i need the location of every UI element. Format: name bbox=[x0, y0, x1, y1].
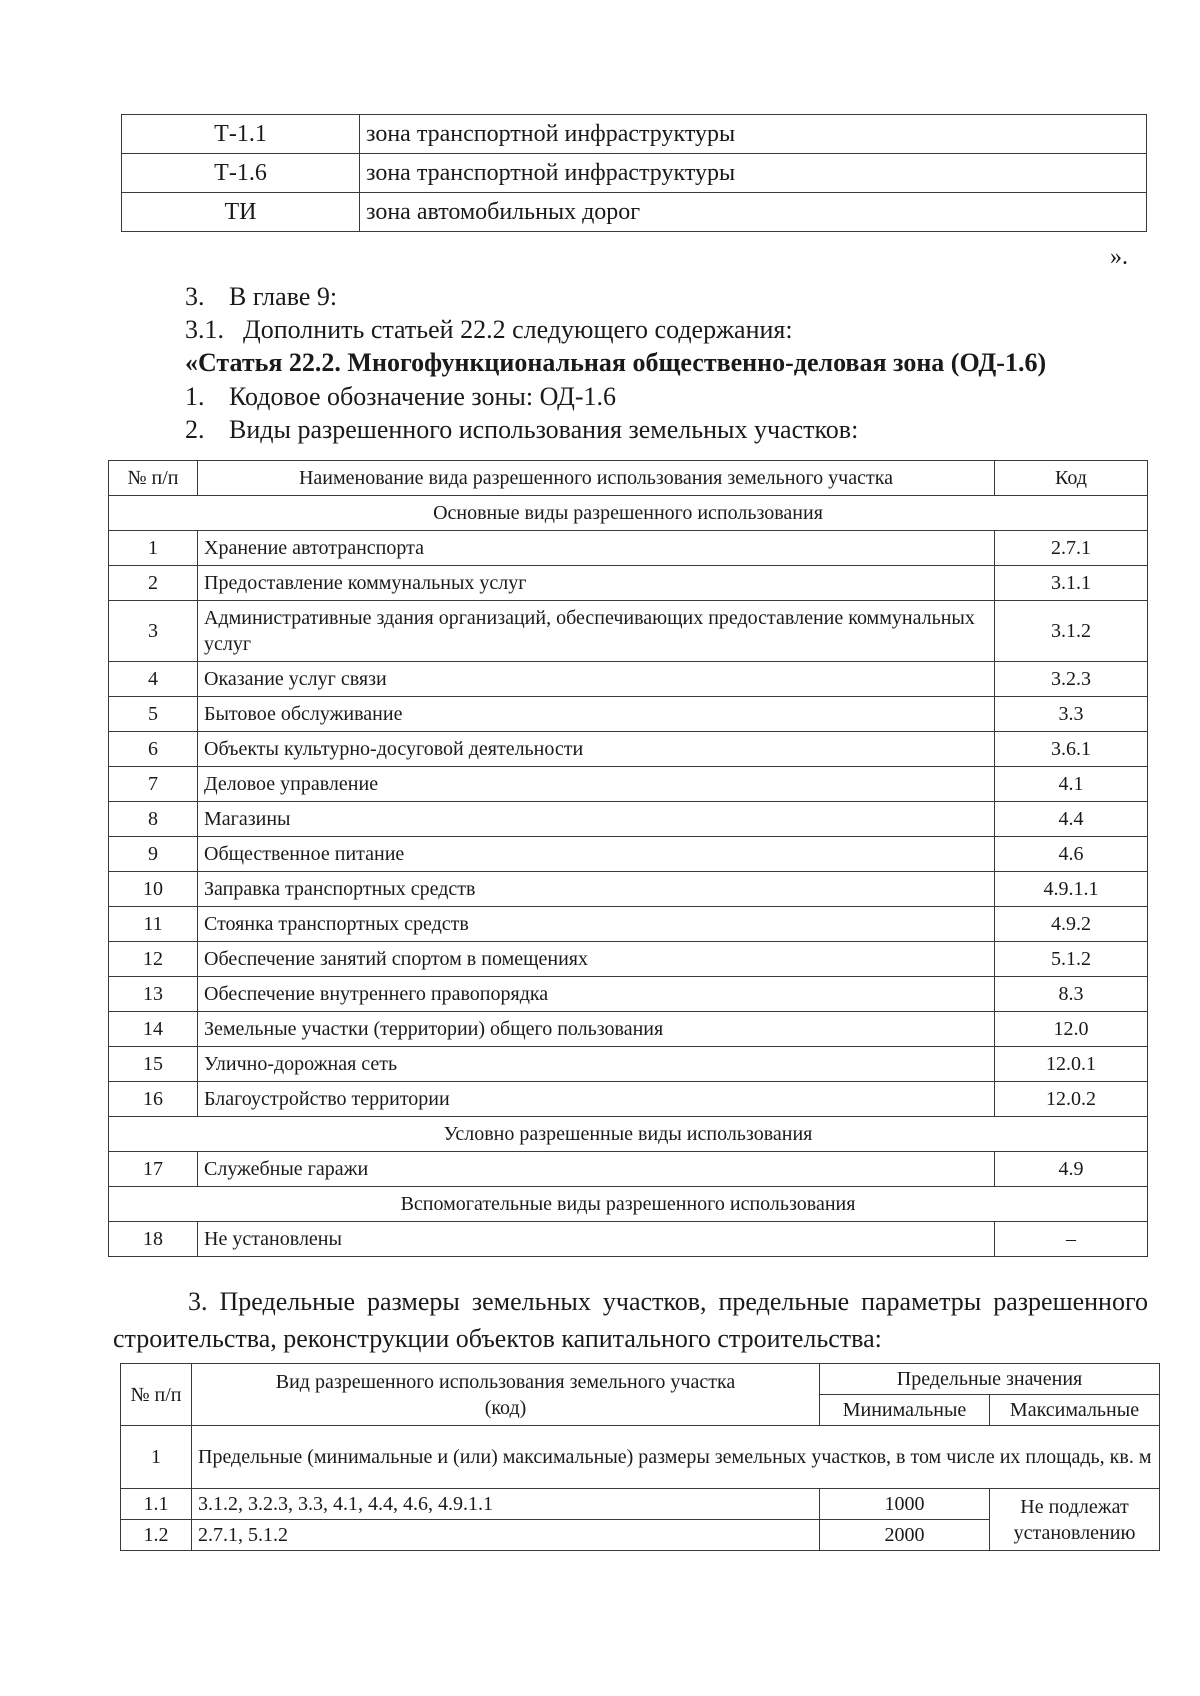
row-num: 12 bbox=[109, 942, 198, 977]
table-row bbox=[122, 154, 1147, 193]
article-title: «Статья 22.2. Многофункциональная общественно-деловая зона (ОД-1.6) bbox=[185, 348, 1047, 377]
row-num: 2 bbox=[109, 566, 198, 601]
row-code: 4.1 bbox=[995, 767, 1148, 802]
table-row bbox=[109, 1082, 1148, 1117]
row-num: 11 bbox=[109, 907, 198, 942]
row-name: Улично-дорожная сеть bbox=[198, 1047, 995, 1082]
zone-name: зона автомобильных дорог bbox=[360, 193, 1147, 232]
row-name: Стоянка транспортных средств bbox=[198, 907, 995, 942]
row-name: Служебные гаражи bbox=[198, 1152, 995, 1187]
paragraph-limits: 3. Предельные размеры земельных участков, предельные параметры разрешенного строительства, реконструкции объектов капитального строительства: bbox=[113, 1287, 1148, 1353]
header-max: Максимальные bbox=[990, 1395, 1160, 1426]
section-auxiliary-title: Вспомогательные виды разрешенного использования bbox=[109, 1187, 1148, 1222]
zone-code: Т-1.1 bbox=[122, 115, 360, 154]
header-type: Вид разрешенного использования земельного участка (код) bbox=[192, 1364, 820, 1426]
zone-code: ТИ bbox=[122, 193, 360, 232]
row-code: 2.7.1 bbox=[995, 531, 1148, 566]
row-name: Деловое управление bbox=[198, 767, 995, 802]
table-row bbox=[109, 872, 1148, 907]
table-row bbox=[109, 802, 1148, 837]
paragraph-zone-code bbox=[185, 382, 616, 412]
row-name: Обеспечение занятий спортом в помещениях bbox=[198, 942, 995, 977]
row-num: 10 bbox=[109, 872, 198, 907]
row-name: Благоустройство территории bbox=[198, 1082, 995, 1117]
table-row bbox=[122, 115, 1147, 154]
section-row bbox=[109, 496, 1148, 531]
row-num: 14 bbox=[109, 1012, 198, 1047]
row-num: 15 bbox=[109, 1047, 198, 1082]
row-code: 4.4 bbox=[995, 802, 1148, 837]
table-row bbox=[109, 662, 1148, 697]
row-name: Бытовое обслуживание bbox=[198, 697, 995, 732]
row-num: 8 bbox=[109, 802, 198, 837]
paragraph-number: 1. bbox=[185, 382, 205, 411]
paragraph-chapter bbox=[185, 282, 337, 312]
row-num: 1 bbox=[109, 531, 198, 566]
table-row bbox=[109, 837, 1148, 872]
closing-quote: ». bbox=[1110, 244, 1128, 270]
section-conditional-title: Условно разрешенные виды использования bbox=[109, 1117, 1148, 1152]
header-name: Наименование вида разрешенного использования земельного участка bbox=[198, 461, 995, 496]
paragraph-number: 3. bbox=[185, 282, 205, 311]
zone-name: зона транспортной инфраструктуры bbox=[360, 115, 1147, 154]
row-code: 3.1.1 bbox=[995, 566, 1148, 601]
row-name: Оказание услуг связи bbox=[198, 662, 995, 697]
paragraph-number: 3.1. bbox=[185, 315, 224, 344]
row-code: 3.2.3 bbox=[995, 662, 1148, 697]
header-code: Код bbox=[995, 461, 1148, 496]
zones-table bbox=[121, 114, 1147, 232]
table-row bbox=[109, 1152, 1148, 1187]
header-values: Предельные значения bbox=[820, 1364, 1160, 1395]
row-num: 1 bbox=[121, 1426, 192, 1489]
table-row bbox=[109, 942, 1148, 977]
permitted-uses-table bbox=[108, 460, 1148, 1257]
row-num: 17 bbox=[109, 1152, 198, 1187]
row-num: 3 bbox=[109, 601, 198, 662]
row-code: – bbox=[995, 1222, 1148, 1257]
table-row bbox=[122, 193, 1147, 232]
row-text: Предельные (минимальные и (или) максимальные) размеры земельных участков, в том числе их площадь, кв. м bbox=[192, 1426, 1160, 1489]
table-row bbox=[109, 907, 1148, 942]
table-row bbox=[109, 1222, 1148, 1257]
row-min: 2000 bbox=[820, 1520, 990, 1551]
paragraph-supplement bbox=[185, 315, 793, 345]
table-row bbox=[109, 697, 1148, 732]
header-num: № п/п bbox=[121, 1364, 192, 1426]
row-num: 7 bbox=[109, 767, 198, 802]
row-name: Земельные участки (территории) общего пользования bbox=[198, 1012, 995, 1047]
row-name: Хранение автотранспорта bbox=[198, 531, 995, 566]
section-row bbox=[109, 1187, 1148, 1222]
row-num: 9 bbox=[109, 837, 198, 872]
row-num: 13 bbox=[109, 977, 198, 1012]
zone-name: зона транспортной инфраструктуры bbox=[360, 154, 1147, 193]
row-num: 16 bbox=[109, 1082, 198, 1117]
row-name: Магазины bbox=[198, 802, 995, 837]
row-name: Заправка транспортных средств bbox=[198, 872, 995, 907]
row-name: Не установлены bbox=[198, 1222, 995, 1257]
row-codes: 3.1.2, 3.2.3, 3.3, 4.1, 4.4, 4.6, 4.9.1.1 bbox=[192, 1489, 820, 1520]
section-main-title: Основные виды разрешенного использования bbox=[109, 496, 1148, 531]
row-name: Административные здания организаций, обеспечивающих предоставление коммунальных услуг bbox=[198, 601, 995, 662]
table-row bbox=[109, 977, 1148, 1012]
table-row bbox=[109, 601, 1148, 662]
table-row bbox=[109, 531, 1148, 566]
paragraph-text: В главе 9: bbox=[229, 282, 338, 311]
table-row bbox=[109, 1012, 1148, 1047]
row-name: Обеспечение внутреннего правопорядка bbox=[198, 977, 995, 1012]
row-code: 3.6.1 bbox=[995, 732, 1148, 767]
paragraph-text: Виды разрешенного использования земельных участков: bbox=[229, 415, 859, 444]
row-code: 12.0.1 bbox=[995, 1047, 1148, 1082]
row-code: 5.1.2 bbox=[995, 942, 1148, 977]
row-code: 12.0.2 bbox=[995, 1082, 1148, 1117]
row-min: 1000 bbox=[820, 1489, 990, 1520]
table-row bbox=[109, 732, 1148, 767]
paragraph-text: Кодовое обозначение зоны: ОД-1.6 bbox=[229, 382, 616, 411]
row-code: 4.9.1.1 bbox=[995, 872, 1148, 907]
table-row bbox=[121, 1489, 1160, 1520]
table-row bbox=[109, 767, 1148, 802]
row-codes: 2.7.1, 5.1.2 bbox=[192, 1520, 820, 1551]
row-num: 1.2 bbox=[121, 1520, 192, 1551]
row-name: Общественное питание bbox=[198, 837, 995, 872]
table-row bbox=[121, 1426, 1160, 1489]
paragraph-text: Дополнить статьей 22.2 следующего содержания: bbox=[243, 315, 793, 344]
row-name: Предоставление коммунальных услуг bbox=[198, 566, 995, 601]
table-header-row bbox=[109, 461, 1148, 496]
paragraph-number: 2. bbox=[185, 415, 205, 444]
row-max: Не подлежат установлению bbox=[990, 1489, 1160, 1551]
row-code: 4.9 bbox=[995, 1152, 1148, 1187]
row-num: 6 bbox=[109, 732, 198, 767]
row-code: 3.3 bbox=[995, 697, 1148, 732]
main-uses-rows bbox=[109, 531, 1148, 1117]
table-header-row bbox=[121, 1364, 1160, 1395]
limits-table bbox=[120, 1363, 1160, 1551]
header-min: Минимальные bbox=[820, 1395, 990, 1426]
table-row bbox=[109, 1047, 1148, 1082]
table-row bbox=[109, 566, 1148, 601]
row-name: Объекты культурно-досуговой деятельности bbox=[198, 732, 995, 767]
zone-code: Т-1.6 bbox=[122, 154, 360, 193]
section-row bbox=[109, 1117, 1148, 1152]
row-code: 12.0 bbox=[995, 1012, 1148, 1047]
row-num: 1.1 bbox=[121, 1489, 192, 1520]
row-code: 3.1.2 bbox=[995, 601, 1148, 662]
row-code: 4.9.2 bbox=[995, 907, 1148, 942]
paragraph-uses-heading bbox=[185, 415, 858, 445]
row-num: 4 bbox=[109, 662, 198, 697]
header-num: № п/п bbox=[109, 461, 198, 496]
row-num: 5 bbox=[109, 697, 198, 732]
row-num: 18 bbox=[109, 1222, 198, 1257]
row-code: 8.3 bbox=[995, 977, 1148, 1012]
row-code: 4.6 bbox=[995, 837, 1148, 872]
